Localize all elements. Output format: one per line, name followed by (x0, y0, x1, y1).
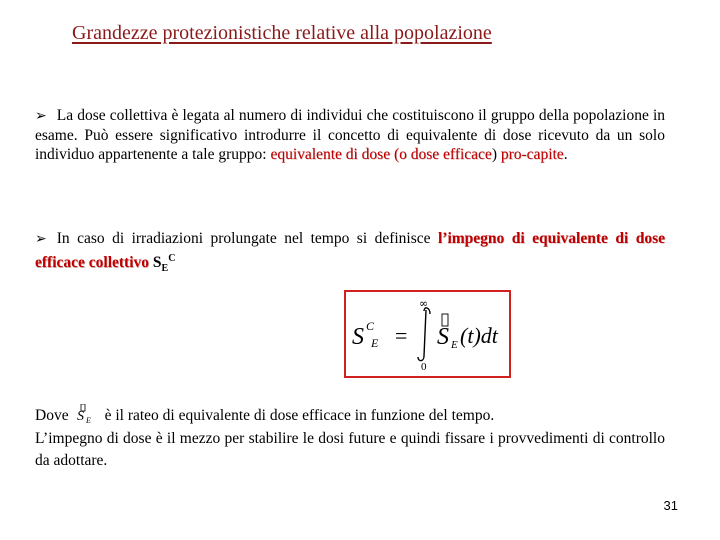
formula-lhs-s: S (352, 324, 364, 350)
explanation-line-2: L’impegno di dose è il mezzo per stabilire le dosi future e quindi fissare i provvedimenti di controllo da adottare. (35, 430, 665, 469)
formula-lhs-sub: E (371, 336, 379, 350)
formula-lhs-sup: C (366, 319, 375, 333)
formula-upper-limit: ∞ (419, 297, 429, 310)
paren-close: ) (491, 146, 501, 163)
inline-symbol-se-dot (75, 404, 101, 424)
slide-title: Grandezze protezionistiche relative alla popolazione (72, 22, 492, 44)
highlight-pro-capite: pro-capite (500, 146, 564, 163)
bullet-collective-dose (35, 106, 665, 164)
formula-box (344, 290, 511, 378)
formula-integrand-s: S (437, 324, 449, 350)
page-number: 31 (663, 498, 678, 513)
dove-label: Dove (35, 407, 69, 424)
explanation-text-1: è il rateo di equivalente di dose efficace in funzione del tempo. (104, 407, 495, 424)
paren-open: (o (390, 146, 411, 163)
inline-symbol-sub: E (85, 416, 91, 424)
arrow-bullet-icon: ➢ (35, 108, 47, 124)
formula-integrand-sub: E (451, 339, 458, 351)
bullet1-end: . (563, 146, 568, 163)
symbol-se-c: $S_E^C$ (152, 253, 176, 275)
explanation-line-1 (35, 403, 665, 428)
explanation (35, 403, 665, 472)
bullet2-text: In caso di irradiazioni prolungate nel tempo si definisce (56, 230, 438, 247)
highlight-impegno: l’impegno di equivalente di dose efficace collettivo (35, 230, 665, 272)
integral-sign-icon (418, 308, 430, 361)
formula-integral (346, 292, 509, 376)
highlight-equivalente-di-dose: equivalente di dose (270, 146, 391, 163)
bullet-dose-commitment (35, 229, 665, 278)
formula-args: (t)dt (460, 323, 498, 348)
formula-equals: = (395, 323, 408, 348)
formula-lower-limit: 0 (421, 361, 427, 373)
bullet1-text: La dose collettiva è legata al numero di individui che costituiscono il gruppo della popolazione in esame. Può essere significativo introdurre il concetto di equivalente di dose ricevuto da un solo individuo appartenente a tale gruppo: (35, 107, 665, 163)
arrow-bullet-icon: ➢ (35, 231, 47, 247)
inline-symbol-s: S (76, 409, 84, 424)
highlight-dose-efficace: dose efficace (410, 146, 492, 163)
